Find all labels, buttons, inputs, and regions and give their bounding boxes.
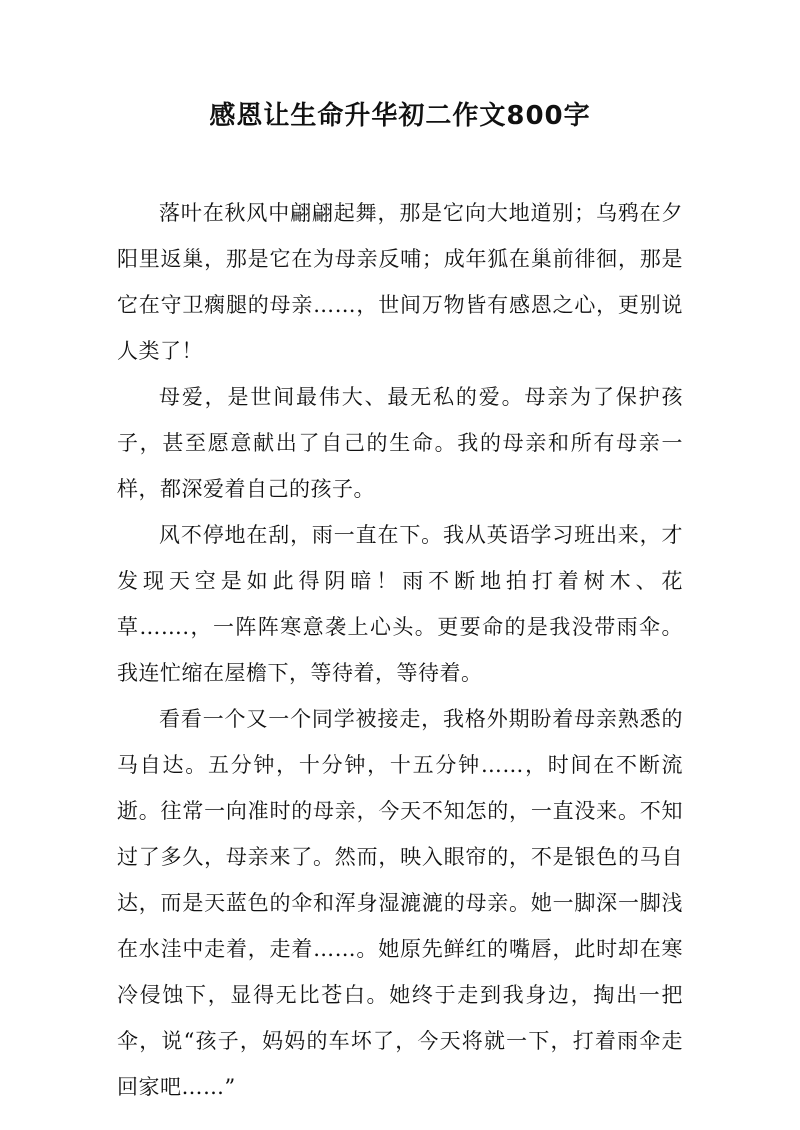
paragraph-4: 看看一个又一个同学被接走，我格外期盼着母亲熟悉的马自达。五分钟，十分钟，十五分钟……，时间在不断流逝。往常一向准时的母亲，今天不知怎的，一直没来。不知过了多久，母亲来了。然而，映入眼帘的，不是银色的马自达，而是天蓝色的伞和浑身湿漉漉的母亲。她一脚深一脚浅在水洼中走着，走着……。她原先鲜红的嘴唇，此时却在寒冷侵蚀下，显得无比苍白。她终于走到我身边，掏出一把伞，说“孩子，妈妈的车坏了，今天将就一下，打着雨伞走回家吧……”: [117, 707, 683, 1099]
paragraph-2: 母爱，是世间最伟大、最无私的爱。母亲为了保护孩子，甚至愿意献出了自己的生命。我的母亲和所有母亲一样，都深爱着自己的孩子。: [117, 385, 683, 501]
document-body: [117, 190, 683, 1110]
paragraph-3: 风不停地在刮，雨一直在下。我从英语学习班出来，才发现天空是如此得阴暗！雨不断地拍打着树木、花草…….，一阵阵寒意袭上心头。更要命的是我没带雨伞。我连忙缩在屋檐下，等待着，等待着。: [117, 523, 683, 685]
document-title: 感恩让生命升华初二作文800字: [209, 101, 591, 131]
paragraph-1: 落叶在秋风中翩翩起舞，那是它向大地道别；乌鸦在夕阳里返巢，那是它在为母亲反哺；成年狐在巢前徘徊，那是它在守卫瘸腿的母亲……，世间万物皆有感恩之心，更别说人类了！: [117, 201, 683, 363]
